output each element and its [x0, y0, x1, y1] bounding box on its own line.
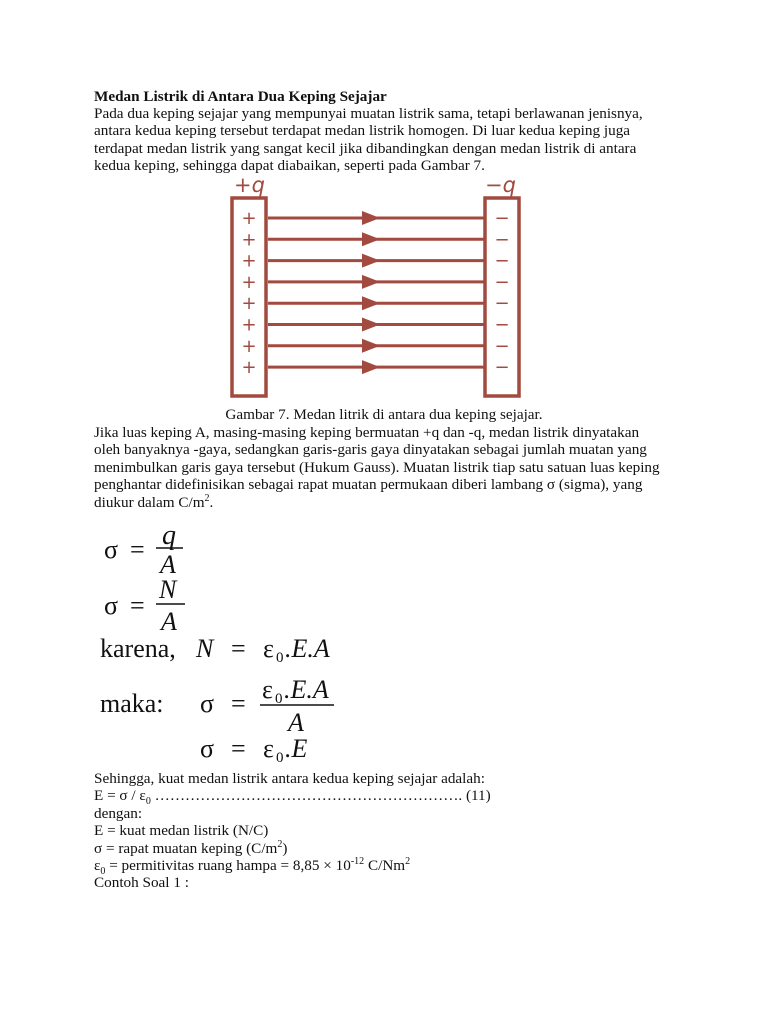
subscript: 0 — [145, 796, 151, 808]
paragraph-line: antara kedua keping tersebut terdapat medan listrik homogen. Di luar kedua keping juga — [94, 122, 631, 140]
paragraph-line: menimbulkan garis gaya tersebut (Hukum Gauss). Muatan listrik tiap satu satuan luas keping — [94, 458, 660, 476]
sigma-symbol: σ — [104, 535, 119, 564]
negative-charge-label: −q — [485, 173, 516, 197]
superscript: 2 — [405, 855, 411, 867]
dengan-label: dengan: — [94, 804, 143, 822]
equals-sign: = — [130, 535, 145, 564]
formula-line — [94, 787, 684, 808]
maka-word: maka: — [100, 689, 164, 718]
sigma-symbol: σ — [104, 591, 119, 620]
minus-sign: − — [494, 250, 510, 272]
paragraph-line: Pada dua keping sejajar yang mempunyai muatan listrik sama, tetapi berlawanan jenisnya, — [94, 105, 643, 122]
epsilon-subscript: 0 — [275, 691, 283, 707]
minus-sign: − — [494, 357, 510, 379]
numerator-N: N — [159, 575, 177, 604]
equation-number: ……………………………………………………. (11) — [150, 787, 491, 805]
paragraph-line: terdapat medan listrik yang sangat kecil jika dibandingkan dengan medan listrik di antara — [94, 139, 637, 157]
equals-sign: = — [231, 689, 246, 718]
definition-epsilon — [94, 855, 684, 878]
plus-sign: + — [241, 271, 257, 293]
plus-sign: + — [241, 208, 257, 229]
paragraph-conclusion — [94, 770, 684, 892]
denominator-A: A — [161, 607, 177, 636]
epsilon-symbol: ε — [263, 634, 274, 663]
minus-sign: − — [494, 335, 510, 357]
equals-sign: = — [231, 734, 246, 763]
numerator-q: q — [162, 520, 176, 551]
minus-sign: − — [494, 208, 510, 229]
superscript: 2 — [204, 492, 210, 504]
definition-text: σ = rapat muatan keping (C/m — [94, 839, 278, 857]
epsilon-subscript: 0 — [276, 650, 284, 666]
karena-word: karena, — [100, 634, 176, 663]
subscript: 0 — [100, 866, 106, 878]
plus-sign: + — [241, 314, 257, 336]
sigma-symbol: σ — [200, 689, 215, 718]
superscript: -12 — [350, 855, 365, 867]
plus-sign: + — [241, 335, 257, 357]
punctuation: ) — [282, 839, 288, 857]
paragraph-line: oleh banyaknya -gaya, sedangkan garis-garis gaya dinyatakan sebagai jumlah muatan yang — [94, 441, 647, 459]
plus-sign: + — [241, 293, 257, 315]
denominator-A: A — [288, 708, 304, 737]
definition-text: = permitivitas ruang hampa = 8,85 × 10 — [105, 857, 351, 875]
equals-sign: = — [231, 634, 246, 663]
E-dot-A: .E.A — [284, 675, 329, 704]
example-heading: Contoh Soal 1 : — [94, 874, 189, 892]
paragraph-line: Jika luas keping A, masing-masing keping bermuatan +q dan -q, medan listrik dinyatakan — [94, 424, 640, 441]
definition-sigma — [94, 840, 684, 857]
paragraph-line: Sehingga, kuat medan listrik antara kedua keping sejajar adalah: — [94, 770, 485, 787]
minus-sign: − — [494, 314, 510, 336]
epsilon-symbol: ε — [94, 857, 101, 875]
sigma-symbol: σ — [200, 734, 215, 763]
epsilon-subscript: 0 — [276, 750, 284, 766]
punctuation: . — [209, 493, 214, 511]
epsilon-symbol: ε — [263, 734, 274, 763]
unit-text: diukur dalam C/m — [94, 493, 205, 511]
paragraph-line: penghantar didefinisikan sebagai rapat muatan permukaan diberi lambang σ (sigma), yang — [94, 476, 643, 494]
minus-sign: − — [494, 293, 510, 315]
plus-sign: + — [241, 250, 257, 272]
superscript: 2 — [277, 838, 283, 850]
figure-caption: Gambar 7. Medan litrik di antara dua keping sejajar. — [225, 406, 543, 423]
positive-charge-label: +q — [234, 173, 265, 197]
equals-sign: = — [130, 591, 145, 620]
E-symbol: .E — [285, 734, 308, 763]
plus-sign: + — [241, 357, 257, 379]
paragraph-line: kedua keping, sehingga dapat diabaikan, seperti pada Gambar 7. — [94, 157, 485, 175]
definition-E: E = kuat medan listrik (N/C) — [94, 822, 269, 840]
epsilon-symbol: ε — [262, 675, 273, 704]
minus-sign: − — [494, 229, 510, 251]
minus-sign: − — [494, 271, 510, 293]
denominator-A: A — [160, 550, 176, 579]
section-title: Medan Listrik di Antara Dua Keping Sejajar — [94, 88, 387, 105]
formula-text: E = σ / ε — [94, 787, 146, 805]
plus-sign: + — [241, 229, 257, 251]
unit-text: C/Nm — [364, 857, 406, 875]
E-dot-A: .E.A — [285, 634, 330, 663]
symbol-N: N — [196, 634, 214, 663]
